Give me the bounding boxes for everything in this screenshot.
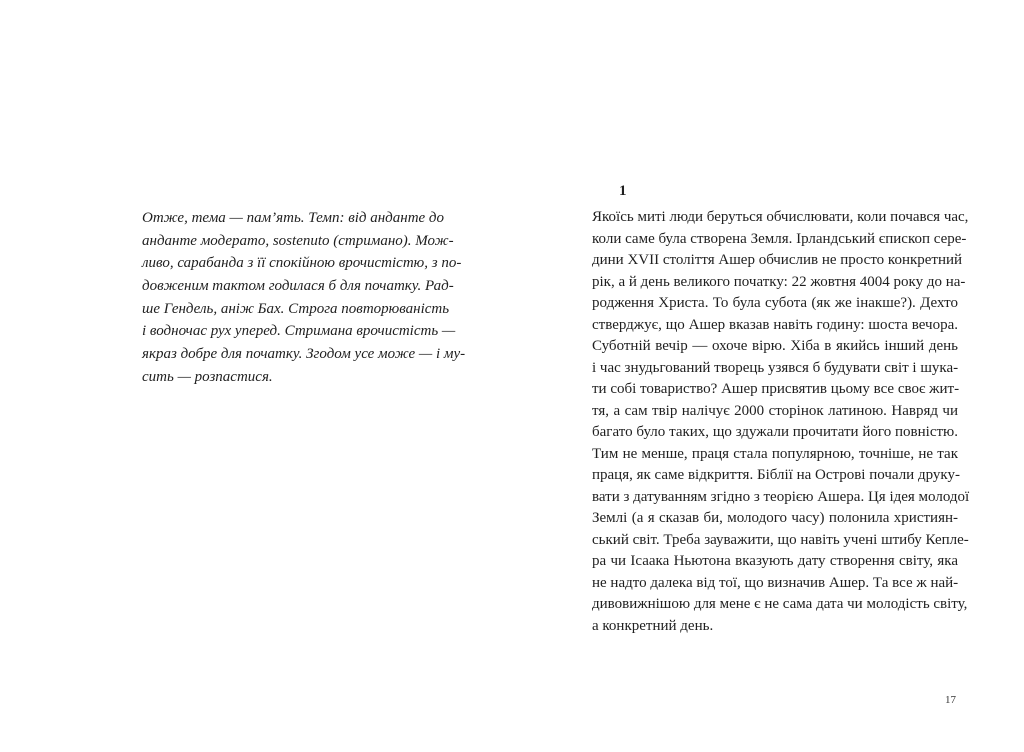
- body-line: праця, як саме відкриття. Біблії на Острові почали друку-: [592, 467, 960, 483]
- body-line: ра чи Ісаака Ньютона вказують дату створення світу, яка: [592, 553, 958, 569]
- epigraph-line: якраз добре для початку. Згодом усе може — і му-: [142, 346, 466, 363]
- epigraph-line: сить — розпастися.: [142, 368, 273, 385]
- body-line: ський світ. Треба зауважити, що навіть учені штибу Кепле-: [592, 531, 969, 548]
- body-text: [592, 207, 970, 637]
- epigraph-line: анданте модерато, sostenuto (стримано). Мож-: [142, 232, 454, 249]
- body-line: дини XVII століття Ашер обчислив не просто конкретний: [592, 252, 963, 268]
- body-line: багато було таких, що здужали прочитати його повністю.: [592, 424, 958, 440]
- page-number: 17: [945, 694, 956, 706]
- epigraph-line: ше Гендель, аніж Бах. Строга повторюваність: [142, 300, 450, 317]
- epigraph: [142, 207, 466, 389]
- body-line: вати з датуванням згідно з теорією Ашера. Ця ідея молодої: [592, 488, 970, 505]
- body-line: ти собі товариство? Ашер присвятив цьому все своє жит-: [592, 381, 960, 397]
- body-line: тя, а сам твір налічує 2000 сторінок латиною. Навряд чи: [592, 402, 958, 419]
- chapter-number: 1: [619, 183, 627, 199]
- body-line: коли саме була створена Земля. Ірландський єпископ сере-: [592, 230, 967, 247]
- body-line: Тим не менше, праця стала популярною, точніше, не так: [592, 445, 958, 462]
- epigraph-line: ливо, сарабанда з її спокійною врочистістю, з по-: [142, 255, 462, 272]
- body-line: стверджує, що Ашер вказав навіть годину: шоста вечора.: [592, 316, 958, 333]
- body-line: а конкретний день.: [592, 617, 714, 634]
- body-line: родження Христа. То була субота (як же інакше?). Дехто: [592, 295, 958, 311]
- body-line: Землі (а я сказав би, молодого часу) полонила християн-: [592, 510, 958, 526]
- body-line: Суботній вечір — охоче вірю. Хіба в якийсь інший день: [592, 338, 958, 354]
- epigraph-line: і водночас рух уперед. Стримана врочистість —: [142, 323, 456, 340]
- epigraph-line: Отже, тема — пам’ять. Темп: від анданте до: [142, 210, 445, 226]
- body-line: рік, а й день великого початку: 22 жовтня 4004 року до на-: [592, 273, 966, 290]
- epigraph-line: довженим тактом годилася б для початку. Рад-: [142, 278, 454, 295]
- body-line: дивовижнішою для мене є не сама дата чи молодість світу,: [592, 596, 968, 612]
- body-line: Якоїсь миті люди беруться обчислювати, коли почався час,: [592, 209, 969, 225]
- body-line: не надто далека від тої, що визначив Ашер. Та все ж най-: [592, 574, 959, 591]
- body-line: і час знудьгований творець узявся б будувати світ і шука-: [592, 359, 959, 376]
